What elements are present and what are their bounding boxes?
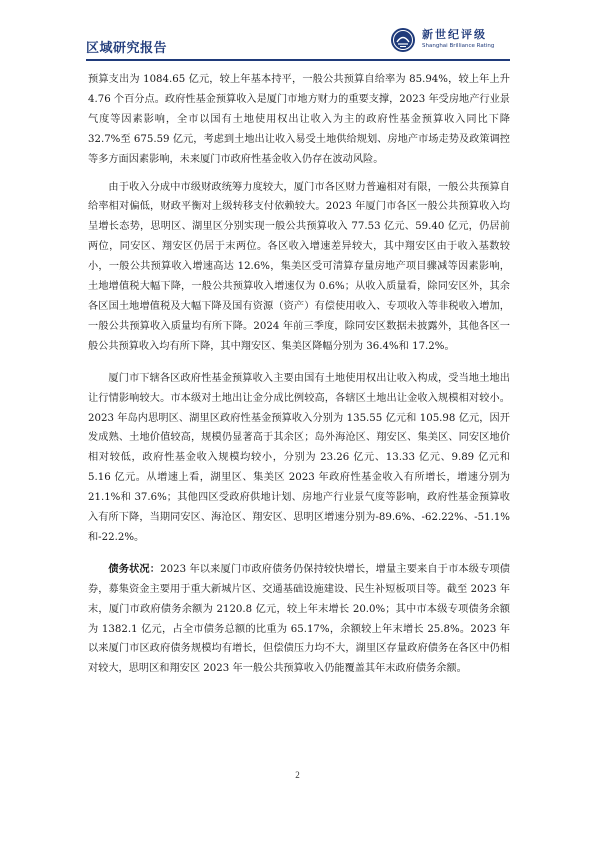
debt-status-text: 2023 年以来厦门市政府债务仍保持较快增长，增量主要来自于市本级专项债券，募集资金主要用于重大新城片区、交通基础设施建设、民生补短板项目等。截至 2023 年末，厦门市政府债务余额为 2120.8 亿元，较上年末增长 20.0%；其中市本级专项债务余额为 1382.1 亿元，占全市债务总额的比重为 65.17%，余额较上年末增长 25.8%。2023 年以来厦门市区政府债务规模均有增长，但偿债压力均不大，湖里区存量政府债务在各区中仍相对较大，思明区和翔安区 2023 年一般公共预算收入仍能覆盖其年末政府债务余额。 bbox=[88, 563, 510, 675]
paragraph-district-fund-budget: 厦门市下辖各区政府性基金预算收入主要由国有土地使用权出让收入构成，受当地土地出让行情影响较大。市本级对土地出让金分成比例较高，各辖区土地出让金收入规模相对较小。2023 年岛内思明区、湖里区政府性基金预算收入分别为 135.55 亿元和 105.98 亿元，因开发成熟、土地价值较高，规模仍显著高于其余区；岛外海沧区、翔安区、集美区、同安区地价相对较低，政府性基金收入规模均较小，分别为 23.26 亿元、13.33 亿元、9.89 亿元和 5.16 亿元。从增速上看，湖里区、集美区 2023 年政府性基金收入有所增长，增速分别为 21.1%和 37.6%；其他四区受政府供地计划、房地产行业景气度等影响，政府性基金预算收入有所下降，当期同安区、海沧区、翔安区、思明区增速分别为-89.6%、-62.22%、-51.1%和-22.2%。 bbox=[88, 372, 510, 543]
logo-english-name: Shanghai Brilliance Rating bbox=[422, 43, 495, 49]
debt-status-heading: 债务状况： bbox=[108, 562, 161, 575]
header-divider bbox=[86, 59, 510, 61]
paragraph-district-general-budget: 由于收入分成中市级财政统筹力度较大，厦门市各区财力普遍相对有限，一般公共预算自给率相对偏低，财政平衡对上级转移支付依赖较大。2023 年厦门市各区一般公共预算收入均呈增长态势，思明区、湖里区分别实现一般公共预算收入 77.53 亿元、59.40 亿元，仍居前两位，同安区、翔安区仍居于末两位。各区收入增速差异较大，其中翔安区由于收入基数较小，一般公共预算收入增速高达 12.6%，集美区受可清算存量房地产项目骤减等因素影响，土地增值税大幅下降，一般公共预算收入增速仅为 0.6%；从收入质量看，除同安区外，其余各区国土地增值税及大幅下降及国有资源（资产）有偿使用收入、专项收入等非税收入增加，一般公共预算收入质量均有所下降。2024 年前三季度，除同安区数据未披露外，其他各区一般公共预算收入均有所下降，其中翔安区、集美区降幅分别为 36.4%和 17.2%。 bbox=[88, 181, 510, 352]
rating-agency-logo-icon bbox=[390, 27, 416, 53]
brand-logo bbox=[390, 24, 510, 58]
page-number: 2 bbox=[295, 770, 300, 780]
page-header bbox=[86, 24, 510, 58]
paragraph-budget-overview: 预算支出为 1084.65 亿元，较上年基本持平，一般公共预算自给率为 85.94%，较上年上升 4.76 个百分点。政府性基金预算收入是厦门市地方财力的重要支撑，2023 年受房地产行业景气度等因素影响，全市以国有土地使用权出让收入为主的政府性基金预算收入同比下降 32.7%至 675.59 亿元，考虑到土地出让收入易受土地供给规划、房地产市场走势及政策调控等多方面因素影响，未来厦门市政府性基金收入仍存在波动风险。 bbox=[88, 74, 510, 165]
paragraph-debt-status bbox=[88, 560, 510, 679]
report-type-title: 区域研究报告 bbox=[86, 41, 168, 56]
report-body bbox=[88, 70, 510, 691]
logo-chinese-name: 新世纪评级 bbox=[422, 28, 487, 41]
